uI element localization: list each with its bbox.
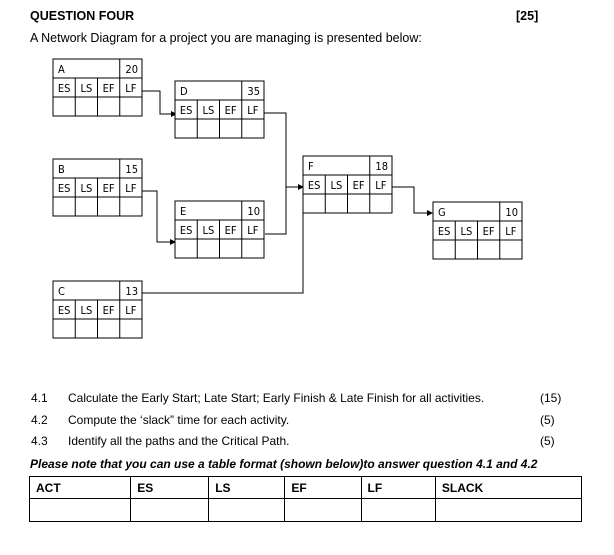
field-label-es: ES [437,225,451,238]
question-text: Calculate the Early Start; Late Start; Early Finish & Late Finish for all activities. [68,391,485,405]
question-title: QUESTION FOUR [30,9,135,23]
question-marks: (5) [540,413,555,427]
arrow-a-to-d [142,91,176,114]
activity-name: D [180,85,188,98]
activity-name: E [180,205,187,218]
activity-name: G [438,206,446,219]
field-label-ls: LS [80,182,93,195]
answer-table [29,476,582,522]
col-header-slack: SLACK [435,477,581,499]
blank-cell [435,499,581,522]
field-label-es: ES [179,224,193,237]
field-label-lf: LF [375,179,387,192]
intro-text: A Network Diagram for a project you are managing is presented below: [30,31,422,45]
activity-duration: 15 [125,163,138,176]
field-label-es: ES [57,304,71,317]
blank-cell [209,499,285,522]
field-label-lf: LF [125,304,137,317]
activity-node-e [175,201,264,258]
activity-node-c [53,281,142,338]
question-marks: (15) [540,391,562,405]
question-marks: (5) [540,434,555,448]
question-number: 4.3 [31,434,48,448]
activity-duration: 10 [505,206,518,219]
answer-table-header-row [30,477,582,499]
question-text: Identify all the paths and the Critical Path. [68,434,290,448]
activity-duration: 13 [125,285,138,298]
table-note: Please note that you can use a table format (shown below)to answer question 4.1 and 4.2 [30,457,538,471]
question-number: 4.2 [31,413,48,427]
activity-node-f [303,156,392,213]
field-label-ls: LS [202,104,215,117]
activity-name: B [58,163,65,176]
activity-name: C [58,285,65,298]
col-header-es: ES [131,477,209,499]
field-label-es: ES [179,104,193,117]
field-label-ef: EF [224,224,237,237]
field-label-ls: LS [80,82,93,95]
field-label-es: ES [307,179,321,192]
activity-name: A [58,63,65,76]
field-label-ef: EF [102,304,115,317]
field-label-ef: EF [102,82,115,95]
arrow-d-to-f [264,113,303,187]
field-label-ef: EF [352,179,365,192]
col-header-act: ACT [30,477,131,499]
field-label-lf: LF [247,104,259,117]
blank-cell [131,499,209,522]
question-number: 4.1 [31,391,48,405]
field-label-es: ES [57,182,71,195]
col-header-lf: LF [361,477,435,499]
arrow-b-to-e [142,191,175,242]
activity-duration: 35 [247,85,260,98]
field-label-ef: EF [102,182,115,195]
blank-cell [285,499,361,522]
col-header-ef: EF [285,477,361,499]
field-label-ls: LS [80,304,93,317]
activity-node-b [53,159,142,216]
arrow-f-to-g [392,187,432,213]
col-header-ls: LS [209,477,285,499]
field-label-ls: LS [202,224,215,237]
activity-node-d [175,81,264,138]
activity-duration: 20 [125,63,138,76]
activity-node-g [433,202,522,259]
field-label-es: ES [57,82,71,95]
field-label-ls: LS [330,179,343,192]
field-label-lf: LF [247,224,259,237]
field-label-lf: LF [125,182,137,195]
blank-cell [361,499,435,522]
question-text: Compute the ‘slack” time for each activity. [68,413,290,427]
field-label-lf: LF [505,225,517,238]
field-label-ls: LS [460,225,473,238]
field-label-ef: EF [224,104,237,117]
activity-node-a [53,59,142,116]
answer-table-blank-row [30,499,582,522]
activity-duration: 18 [375,160,388,173]
field-label-ef: EF [482,225,495,238]
arrow-e-to-f [265,187,286,234]
total-marks: [25] [516,9,539,23]
activity-duration: 10 [247,205,260,218]
activity-name: F [308,160,314,173]
blank-cell [30,499,131,522]
field-label-lf: LF [125,82,137,95]
